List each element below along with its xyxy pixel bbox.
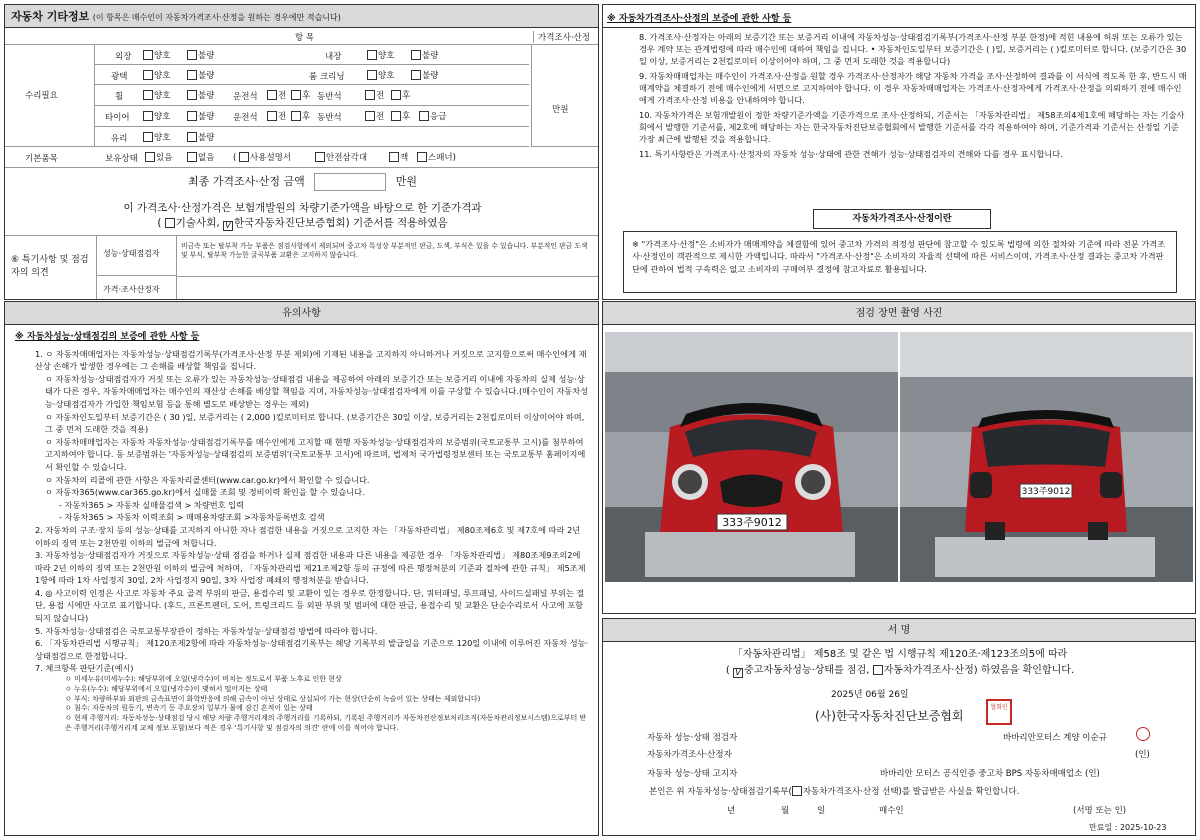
definition-title: 자동차가격조사·산정이란: [813, 209, 991, 229]
price-cell: [531, 45, 599, 147]
exterior-bad[interactable]: 불량: [187, 49, 214, 61]
other-info-header: [5, 5, 598, 28]
notes-line-8: - 자동차365 > 자동차 이력조회 > 매매용차량조회 >자동차등록번호 검색: [59, 512, 325, 523]
wheel-passenger-rear[interactable]: 후: [391, 89, 410, 101]
final-price-label: 최종 가격조사·산정 금액: [187, 175, 305, 188]
basis-line-2: ( 기술사회, V 한국자동차진단보증협회) 기준서를 적용하였음: [157, 217, 448, 230]
photos-title: 점검 장면 촬영 사진: [603, 302, 1195, 325]
room-clean-bad[interactable]: 불량: [411, 69, 438, 81]
other-info-note: (이 항목은 매수인이 자동차가격조사·산정을 원하는 경우에만 적습니다): [92, 13, 341, 22]
item-manual[interactable]: ( 사용설명서: [233, 153, 292, 163]
tire-row: [95, 106, 529, 127]
won-label: 만원: [552, 105, 569, 115]
sign-month: 월: [781, 806, 790, 816]
notes-small-2: ㅇ 누유(누수): 해당부위에서 오일(냉각수)이 맺혀서 떨어지는 상태: [65, 684, 268, 693]
other-info-title: 자동차 기타정보: [11, 10, 90, 23]
buyer-sign: (서명 또는 인): [1073, 806, 1127, 816]
signature-title: 서 명: [603, 619, 1195, 642]
item-spanner[interactable]: 스패너): [417, 151, 456, 163]
front-car-image: [605, 332, 898, 582]
notifier-label: 자동차 성능·상태 고지자: [647, 769, 738, 779]
notes-small-5: ㅇ 현재 주행거리: 자동차성능·상태점검 당시 해당 차량 주행거리계의 주행거리를 기록하되, 기록된 주행거리가 자동차전산정보처리조직(자동차관리정보시스템)으로부터 받은 주행거리(주행거리계 교체 정보 포함)보다 적은 경우 '특기사항 및 점검자의 의견' 란에 이를 적어야 합니다.: [65, 714, 587, 733]
front-photo: [605, 332, 898, 582]
notes-line-2: ㅇ 자동차성능·상태점검자가 거짓 또는 오류가 있는 자동차성능·상태점검 내용을 제공하여 아래의 보증기간 또는 보증거리 이내에 자동차의 실제 성능·상태가 다른 경우, 자동차매매업자는 매수인의 재산상 손해를 배상할 책임을 지며, 자동차성능·상태점검자에게 이를 구상할 수 있습니다.(매수인이 자동차성능·상태점검자가 가입한 책임보험 등을 통해 별도로 배상받는 경우는 제외): [45, 373, 589, 409]
tire-passenger-label: 동반석: [317, 113, 342, 123]
price-assessor-value: (인): [1135, 750, 1150, 760]
definition-text: ※ "가격조사·산정"은 소비자가 매매계약을 체결함에 있어 중고차 가격의 적정성 판단에 참고할 수 있도록 법령에 의한 절차와 기준에 따라 전문 가격조사·산정인이 객관적으로 제시한 가액입니다. 따라서 "가격조사·산정"은 소비자의 자율적 선택에 따른 서비스이며, 가격조사·산정 결과는 중고차 가격판단에 관하여 법적 구속력은 없고 소비자의 구매여부 결정에 참고자료로 활용됩니다.: [623, 231, 1177, 293]
tire-passenger-front[interactable]: 전: [365, 110, 384, 122]
warranty-item-11: 11. 특기사항란은 가격조사·산정자의 자동차 성능·상태에 관한 견해가 성능·상태점검자의 견해와 다를 경우 표시합니다.: [639, 149, 1063, 159]
rear-photo: [900, 332, 1193, 582]
glass-bad[interactable]: 불량: [187, 131, 214, 143]
confirm-line: 본인은 위 자동차성능·상태점검기록부( 자동차가격조사·산정 선택)를 발급받은 사실을 확인합니다.: [649, 787, 1020, 797]
tire-label: 타이어: [105, 113, 130, 123]
wheel-driver-rear[interactable]: 후: [291, 89, 310, 101]
special-notes: [5, 235, 599, 300]
org-seal: 협회인: [986, 699, 1012, 725]
notes-panel: [4, 301, 599, 836]
tire-emergency[interactable]: 응급: [419, 110, 446, 122]
notes-line-13: 6. 「자동차관리법 시행규칙」 제120조제2항에 따라 자동차성능·상태점검기록부는 해당 기록부의 발급일을 기준으로 120일 이내에 이루어진 자동차 성능·상태점검으로 한정합니다.: [35, 638, 589, 661]
wheel-bad[interactable]: 불량: [187, 89, 214, 101]
notes-small-3: ㅇ 부식: 차량하부와 외판의 금속표면이 화학반응에 의해 금속이 아닌 상태로 상실되어 가는 현상(단순히 녹슬어 있는 상태는 제외합니다): [65, 694, 481, 703]
sign-year: 년: [727, 806, 736, 816]
front-plate: 333주9012: [722, 516, 782, 529]
gloss-bad[interactable]: 불량: [187, 69, 214, 81]
notes-line-3: ㅇ 자동차인도일부터 보증기간은 ( 30 )일, 보증거리는 ( 2,000 )킬로미터로 합니다. (보증기간은 30일 이상, 보증거리는 2천킬로미터 이상이어야 하며, 그 중 먼저 도래한 것을 적용): [45, 411, 585, 435]
rear-car-image: [900, 332, 1193, 582]
exterior-label: 외장: [115, 52, 132, 62]
notes-title: 유의사항: [5, 302, 598, 325]
exterior-good[interactable]: 양호: [143, 49, 170, 61]
gloss-row: [95, 65, 529, 85]
notifier-value: 바바리안 모터스 공식인증 중고차 BPS 자동차매매업소 (인): [880, 769, 1100, 779]
item-triangle[interactable]: 안전삼각대: [315, 151, 367, 163]
notes-small-4: ㅇ 침수: 자동차의 원동기, 변속기 등 주요장치 일부가 물에 잠긴 흔적이 있는 상태: [65, 704, 313, 713]
own-status-label: 보유상태: [105, 154, 138, 164]
wheel-passenger-label: 동반석: [317, 92, 342, 102]
notes-line-14: 7. 체크항목 판단기준(예시): [35, 663, 134, 674]
interior-good[interactable]: 양호: [367, 49, 394, 61]
signature-line-1: 「자동차관리법」 제58조 및 같은 법 시행규칙 제120조·제123조의5에 따라: [732, 649, 1068, 660]
column-header-row: [5, 28, 598, 45]
basis-text: [5, 201, 599, 231]
inspector-seal: [1136, 727, 1150, 741]
notes-subtitle: ※ 자동차성능·상태점검의 보증에 관한 사항 등: [15, 332, 200, 342]
photos-panel: [602, 301, 1196, 614]
signature-org: (사)한국자동차진단보증협회: [815, 709, 964, 723]
signature-line-2: ( V 중고자동차성능·상태를 점검, 자동차가격조사·산정) 하였음을 확인합니다.: [725, 665, 1075, 677]
notes-line-6: ㅇ 자동차365(www.car365.go.kr)에서 실매물 조회 및 정비이력 확인을 할 수 있습니다.: [45, 487, 365, 498]
warranty-item-10: 10. 자동차가격은 보험개발원이 정한 차량기준가액을 기준가격으로 조사·산정하되, 기준서는 「자동차관리법」 제58조의4제1호에 해당하는 자는 기술사회에서 발행한 기준서를, 제2호에 해당하는 자는 한국자동차진단보증협회에서 발행한 기준서를 각각 적용하여야 하며, 기준가격과 기준서는 산정일 기준 가장 최근에 발행된 것을 적용합니다.: [639, 110, 1185, 144]
check-perf[interactable]: V: [733, 668, 743, 678]
has-yes[interactable]: 있음: [145, 151, 172, 163]
signature-date: 2025년 06월 26일: [831, 690, 909, 700]
wheel-good[interactable]: 양호: [143, 89, 170, 101]
inspector-value: 바바리안모터스 계양 이순규: [1003, 733, 1107, 743]
notes-line-1: 1. ㅇ 자동차매매업자는 자동차성능·상태점검기록부(가격조사·산정 부분 제외)에 기재된 내용을 고지하지 아니하거나 거짓으로 고지함으로써 매수인에게 재산상 손해가 발생한 경우에는 그 손해를 배상할 책임을 집니다.: [35, 348, 587, 372]
warranty-item-9: 9. 자동차매매업자는 매수인이 가격조사·산정을 원할 경우 가격조사·산정자가 해당 자동차 가격을 조사·산정하여 결과를 이 서식에 적도록 한 후, 반드시 매매계약을 체결하기 전에 매수인에게 서면으로 고지하여야 합니다. 이 경우 자동차매매업자는 가격조사·산정자에게 가격조사·산정을 의뢰하기 전에 매수인에게 가격조사·산정 비용을 안내하여야 합니다.: [639, 71, 1187, 105]
price-assessor-label: 자동차가격조사·산정자: [647, 750, 732, 760]
tire-driver-front[interactable]: 전: [267, 110, 286, 122]
notes-line-7: - 자동차365 > 자동차 실매물검색 > 차량번호 입력: [59, 499, 244, 510]
room-clean-good[interactable]: 양호: [367, 69, 394, 81]
repair-label-cell: [5, 45, 95, 147]
price-inspector-label: 가격·조사산정자: [97, 276, 177, 300]
tire-bad[interactable]: 불량: [187, 110, 214, 122]
notes-line-12: 5. 자동차성능·상태점검은 국토교통부장관이 정하는 자동차성능·상태점검 방법에 따라야 합니다.: [35, 625, 378, 636]
perf-inspector-label: 성능·상태점검자: [97, 236, 177, 276]
item-jack[interactable]: 잭: [389, 151, 408, 163]
notes-line-9: 2. 자동차의 구조·장치 등의 성능·상태를 고지하지 아니한 자나 점검한 내용을 거짓으로 고지한 자는 「자동차관리법」 제80조제6호 및 제7호에 따라 2년 이하의 징역 또는 2천만원 이하의 벌금에 처합니다.: [35, 524, 581, 548]
basic-label: 기본품목: [25, 154, 58, 164]
other-info-panel: [4, 4, 599, 300]
glass-label: 유리: [111, 134, 128, 144]
tire-driver-label: 운전석: [233, 113, 258, 123]
gloss-label: 광택: [111, 72, 128, 82]
room-clean-label: 룸 크리닝: [309, 72, 345, 82]
notes-line-4: ㅇ 자동차매매업자는 자동차 자동차성능·상태점검기록부를 매수인에게 고지할 때 현행 자동차성능·상태점검자의 보증범위(국토교통부 고시)를 첨부하여 고지하여야 합니다. 동 보증범위는 '자동차성능·상태점검의 보증범위'(국토교통부 고시)에 따르며, 법제처 국가법령정보센터 또는 국토교통부 홈페이지에서 확인할 수 있습니다.: [45, 436, 586, 472]
warranty-item-8: 8. 가격조사·산정자는 아래의 보증기간 또는 보증거리 이내에 자동차성능·상태점검기록부(가격조사·산정 부분 한정)에 적힌 내용에 허위 또는 오류가 있는 경우 계약 또는 관계법령에 따라 매수인에 대하여 책임을 집니다. • 자동차인도일부터 보증기간은 ( )일, 보증거리는 ( )킬로미터로 합니다. (보증기간은 30일 이상, 보증거리는 2천킬로미터 이상이어야 하며, 그 중 먼저 도래한 것을 적용합니다): [639, 32, 1187, 66]
warranty-list: [603, 28, 1195, 160]
tire-driver-rear[interactable]: 후: [291, 110, 310, 122]
glass-row: [95, 127, 529, 147]
notes-line-11: 4. ◎ 사고이력 인정은 사고로 자동차 주요 골격 부위의 판금, 용접수리 및 교환이 있는 경우로 한정합니다. 단, 쿼터패널, 루프패널, 사이드실패널 부위는 절단, 용접 시에만 사고로 표기합니다. (후드, 프론트펜더, 도어, 트렁크리드 등 외판 부위 및 범퍼에 대한 판금, 용접수리 및 교환은 단순수리로서 사고에 포함되지 않습니다): [35, 587, 585, 624]
col-item: 항 목: [295, 33, 315, 43]
warranty-title: ※ 자동차가격조사·산정의 보증에 관한 사항 등: [603, 5, 1195, 28]
notes-line-10: 3. 자동차성능·상태점검자가 거짓으로 자동차성능·상태 점검을 하거나 실제 점검한 내용과 다른 내용을 제공한 경우 「자동차관리법」 제80조제9조의2에 따라 2년 이하의 징역 또는 2천만원 이하의 벌금에 처하며, 「자동차관리법 제21조제2항 등의 규정에 따른 행정처분의 기준과 절차에 관한 규칙」 제5조제1항에 따라 1차 사업정지 30일, 2차 사업정지 90일, 3차 사업장 폐쇄의 행정처분을 받습니다.: [35, 550, 586, 586]
tire-passenger-rear[interactable]: 후: [391, 110, 410, 122]
notes-small-1: ㅇ 미세누유(미세누수): 해당부위에 오일(냉각수)이 비치는 정도로서 부품 노후로 인한 현상: [65, 675, 342, 684]
final-price-input[interactable]: [314, 173, 386, 191]
glass-good[interactable]: 양호: [143, 131, 170, 143]
basis-line-1: 이 가격조사·산정가격은 보험개발원의 차량기준가액을 바탕으로 한 기준가격과: [123, 202, 482, 214]
final-price-unit: 만원: [395, 175, 417, 188]
has-no[interactable]: 없음: [187, 151, 214, 163]
exterior-row: [95, 45, 529, 65]
final-price-line: [5, 173, 599, 191]
gloss-good[interactable]: 양호: [143, 69, 170, 81]
inspector-label: 자동차 성능·상태 점검자: [647, 733, 738, 743]
buyer-label: 매수인: [879, 806, 904, 816]
divider: [177, 276, 599, 277]
expiry-date: 만료일 : 2025-10-23: [1089, 823, 1167, 832]
notes-body: [5, 325, 598, 734]
interior-bad[interactable]: 불량: [411, 49, 438, 61]
wheel-label: 휠: [115, 92, 124, 102]
check-price[interactable]: [873, 665, 883, 675]
signature-panel: [602, 618, 1196, 836]
notes-line-5: ㅇ 자동차의 리콜에 관한 사항은 자동차리콜센터(www.car.go.kr)에서 확인할 수 있습니다.: [45, 474, 370, 485]
warranty-panel: [602, 4, 1196, 300]
special-label: ⑥ 특기사항 및 점검자의 의견: [5, 236, 97, 300]
tire-good[interactable]: 양호: [143, 110, 170, 122]
sign-day: 일: [817, 806, 826, 816]
rear-plate: 333주9012: [1021, 487, 1071, 497]
wheel-driver-front[interactable]: 전: [267, 89, 286, 101]
wheel-row: [95, 85, 529, 106]
wheel-passenger-front[interactable]: 전: [365, 89, 384, 101]
perf-note: 비금속 또는 탈부착 가능 부품은 점검사항에서 제외되며 중고차 특성상 부분적인 판금, 도색, 부식은 있을 수 있습니다. 부분적인 판금 도색 및 부식, 탈부착 가능한 굴곡부품 교환은 고지하지 않습니다.: [181, 242, 588, 259]
wheel-driver-label: 운전석: [233, 92, 258, 102]
basic-items-row: [5, 147, 598, 168]
col-price: 가격조사·산정: [533, 31, 590, 43]
interior-label: 내장: [325, 52, 342, 62]
signature-intro: [603, 647, 1196, 679]
repair-label: 수리필요: [25, 91, 58, 101]
